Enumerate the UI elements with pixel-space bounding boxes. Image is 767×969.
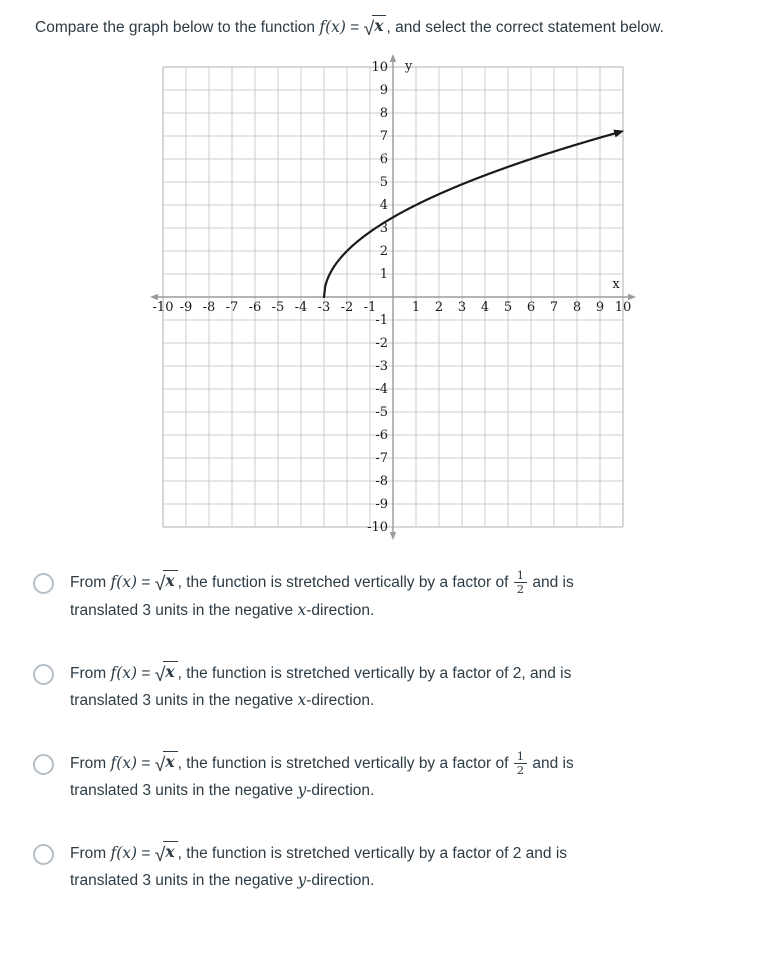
one-half-fraction <box>513 750 528 777</box>
svg-text:3: 3 <box>379 221 388 236</box>
fx-notation: f(x) <box>110 753 138 772</box>
svg-text:-10: -10 <box>152 300 174 315</box>
sqrt-expression <box>155 750 178 777</box>
fraction-denominator: 2 <box>516 582 525 597</box>
svg-text:8: 8 <box>572 300 582 315</box>
axis-letter: x <box>297 600 307 619</box>
radicand: x <box>163 570 177 590</box>
graph-container <box>147 51 639 543</box>
fraction-denominator: 2 <box>516 763 525 778</box>
option-1-text <box>70 569 735 624</box>
option-line2: translated 3 units in the negative y-direction. <box>70 871 375 890</box>
equals-sign: = <box>345 19 364 36</box>
radicand: x <box>163 841 177 861</box>
svg-text:2: 2 <box>379 244 388 259</box>
sqrt-expression <box>364 15 387 41</box>
graph-svg <box>147 51 639 543</box>
option-line2: translated 3 units in the negative y-direction. <box>70 781 375 800</box>
radical-sign: √ <box>154 844 166 867</box>
svg-text:-5: -5 <box>271 300 285 315</box>
radical-sign: √ <box>154 573 166 595</box>
svg-text:3: 3 <box>457 300 467 315</box>
radicand: x <box>163 751 177 771</box>
svg-text:5: 5 <box>503 300 513 315</box>
option-4-radio[interactable] <box>33 844 54 865</box>
svg-text:-3: -3 <box>375 359 388 374</box>
axis-letter: y <box>297 871 307 890</box>
svg-text:8: 8 <box>379 106 388 121</box>
radical-sign: √ <box>154 663 166 686</box>
question-prefix: Compare the graph below to the function <box>35 19 320 36</box>
svg-text:-10: -10 <box>367 520 388 535</box>
svg-text:-9: -9 <box>375 497 388 512</box>
option-lead: From <box>70 664 111 682</box>
option-3-text <box>70 750 735 805</box>
radical-sign: √ <box>363 18 375 40</box>
svg-text:y: y <box>405 59 413 74</box>
fraction-numerator: 1 <box>514 569 527 583</box>
option-2-radio[interactable] <box>33 664 54 685</box>
svg-text:10: 10 <box>614 300 632 315</box>
svg-text:-4: -4 <box>375 382 388 397</box>
svg-text:7: 7 <box>549 300 559 315</box>
sqrt-expression <box>155 569 178 596</box>
answer-option-2[interactable] <box>33 660 767 714</box>
option-3-radio[interactable] <box>33 754 54 775</box>
fx-notation: f(x) <box>110 663 138 682</box>
svg-text:2: 2 <box>434 300 444 315</box>
fx-notation: f(x) <box>110 844 138 863</box>
question-suffix: , and select the correct statement below. <box>386 19 664 36</box>
svg-text:9: 9 <box>379 83 388 98</box>
svg-text:-5: -5 <box>375 405 388 420</box>
svg-text:5: 5 <box>379 175 388 190</box>
svg-text:4: 4 <box>480 300 490 315</box>
fx-notation: f(x) <box>110 573 138 591</box>
svg-text:9: 9 <box>595 300 605 315</box>
svg-text:-4: -4 <box>294 300 308 315</box>
svg-text:1: 1 <box>411 300 421 315</box>
axis-letter: y <box>297 781 307 800</box>
equals-sign: = <box>137 754 155 772</box>
option-cont: and is <box>528 574 574 591</box>
option-4-text <box>70 840 735 894</box>
option-mid: , the function is stretched vertically by a factor of 2 and is <box>177 845 568 863</box>
option-line2: translated 3 units in the negative x-direction. <box>70 600 375 619</box>
question-text <box>35 14 725 41</box>
fx-notation: f(x) <box>319 18 346 36</box>
svg-text:7: 7 <box>379 129 388 144</box>
option-mid: , the function is stretched vertically by a factor of <box>177 574 513 591</box>
radicand: x <box>163 661 177 681</box>
sqrt-expression <box>155 660 178 687</box>
one-half-fraction <box>513 569 528 596</box>
radical-sign: √ <box>154 753 166 776</box>
svg-text:-6: -6 <box>248 300 262 315</box>
answer-option-3[interactable] <box>33 750 767 805</box>
svg-text:-7: -7 <box>375 451 388 466</box>
option-lead: From <box>70 754 111 772</box>
equals-sign: = <box>137 574 155 591</box>
svg-text:4: 4 <box>379 198 388 213</box>
svg-text:-7: -7 <box>225 300 239 315</box>
option-1-radio[interactable] <box>33 573 54 594</box>
option-lead: From <box>70 845 111 863</box>
option-cont: and is <box>528 754 574 772</box>
svg-text:-8: -8 <box>375 474 388 489</box>
svg-text:-2: -2 <box>340 300 354 315</box>
svg-text:-2: -2 <box>375 336 388 351</box>
option-lead: From <box>70 574 111 591</box>
equals-sign: = <box>137 664 155 682</box>
svg-text:6: 6 <box>379 152 388 167</box>
fraction-numerator: 1 <box>514 750 527 764</box>
svg-text:-1: -1 <box>363 300 377 315</box>
svg-text:-3: -3 <box>317 300 331 315</box>
radicand: x <box>372 15 386 35</box>
svg-text:10: 10 <box>371 60 388 75</box>
svg-text:-1: -1 <box>375 313 388 328</box>
svg-text:-8: -8 <box>202 300 216 315</box>
sqrt-expression <box>155 840 178 867</box>
answer-option-1[interactable] <box>33 569 767 624</box>
answer-option-4[interactable] <box>33 840 767 894</box>
svg-text:6: 6 <box>526 300 536 315</box>
answer-options <box>33 569 767 894</box>
option-line2: translated 3 units in the negative x-direction. <box>70 690 375 709</box>
axis-letter: x <box>297 690 307 709</box>
option-2-text <box>70 660 735 714</box>
option-mid: , the function is stretched vertically by a factor of 2, and is <box>177 664 572 682</box>
svg-text:x: x <box>612 277 620 292</box>
equals-sign: = <box>137 845 155 863</box>
option-mid: , the function is stretched vertically by a factor of <box>177 754 513 772</box>
svg-text:-9: -9 <box>179 300 193 315</box>
svg-text:1: 1 <box>379 267 388 282</box>
quiz-question-page <box>0 14 767 894</box>
svg-text:-6: -6 <box>375 428 388 443</box>
